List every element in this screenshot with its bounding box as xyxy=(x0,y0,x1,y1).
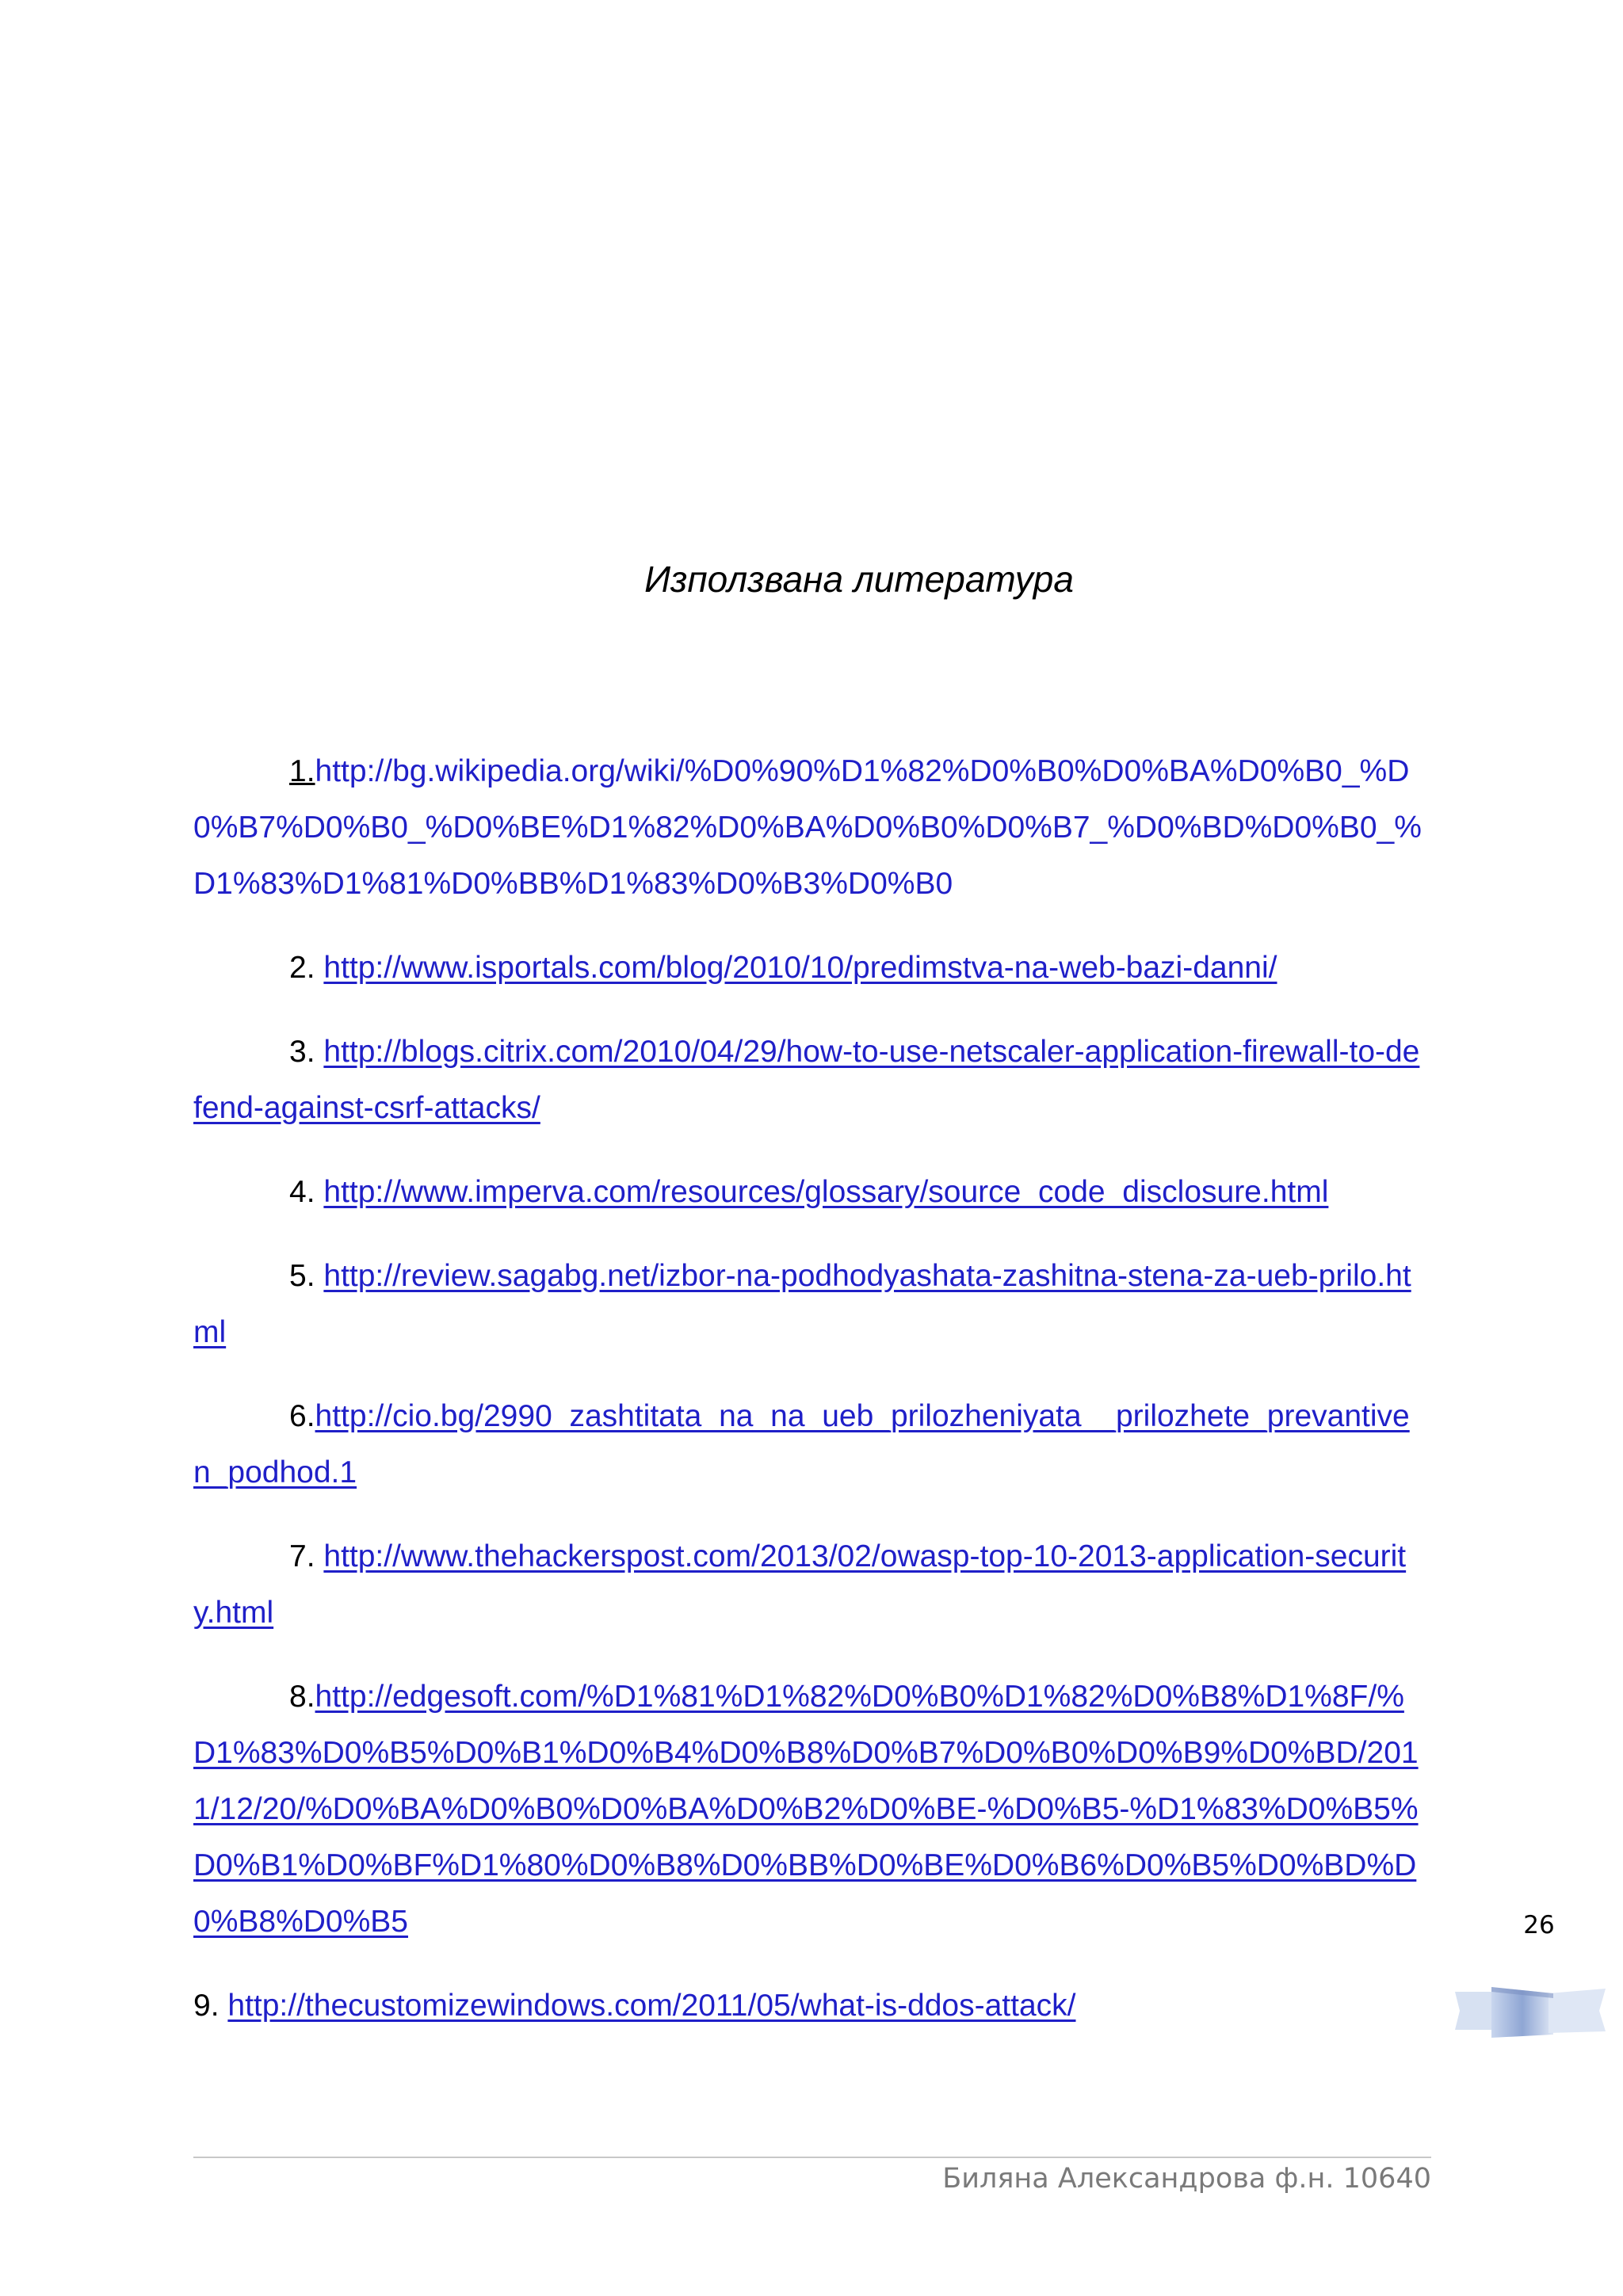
page-title: Използвана литература xyxy=(644,559,1074,600)
reference-link-4[interactable]: http://www.imperva.com/resources/glossary/source_code_disclosure.html xyxy=(323,1175,1329,1209)
reference-number: 3. xyxy=(289,1035,315,1069)
reference-number: 8. xyxy=(289,1680,315,1714)
reference-link-8[interactable]: http://edgesoft.com/%D1%81%D1%82%D0%B0%D1%82%D0%B8%D1%8F/%D1%83%D0%B5%D0%B1%D0%B4%D0%B8%D0%B7%D0%B0%D0%B9%D0%BD/2011/12/20/%D0%BA%D0%B0%D0%BA%D0%B2%D0%BE-%D0%B5-%D1%83%D0%B5%D0%B1%D0%BF%D1%80%D0%B8%D0%BB%D0%BE%D0%B6%D0%B5%D0%BD%D0%B8%D0%B5 xyxy=(193,1680,1419,1939)
reference-item-9 xyxy=(193,1978,1426,2034)
reference-item-6 xyxy=(193,1388,1426,1501)
reference-item-7 xyxy=(193,1528,1426,1641)
ribbon-decoration-icon xyxy=(1450,1981,1609,2044)
reference-number: 7. xyxy=(289,1539,315,1573)
page-number: 26 xyxy=(1523,1911,1555,1939)
footer-author: Биляна Александрова ф.н. 10640 xyxy=(942,2163,1431,2195)
reference-number: 4. xyxy=(289,1175,315,1209)
reference-item-4 xyxy=(193,1164,1426,1220)
reference-item-8 xyxy=(193,1669,1426,1950)
reference-item-2 xyxy=(193,940,1426,996)
reference-number: 6. xyxy=(289,1399,315,1433)
reference-link-6[interactable]: http://cio.bg/2990_zashtitata_na_na_ueb_prilozheniyata__prilozhete_prevantiven_podhod.1 xyxy=(193,1399,1410,1489)
reference-link-9[interactable]: http://thecustomizewindows.com/2011/05/what-is-ddos-attack/ xyxy=(227,1989,1076,2023)
reference-link-1[interactable]: http://bg.wikipedia.org/wiki/%D0%90%D1%82%D0%B0%D0%BA%D0%B0_%D0%B7%D0%B0_%D0%BE%D1%82%D0%BA%D0%B0%D0%B7_%D0%BD%D0%B0_%D1%83%D1%81%D0%BB%D1%83%D0%B3%D0%B0 xyxy=(193,754,1422,901)
reference-link-7[interactable]: http://www.thehackerspost.com/2013/02/owasp-top-10-2013-application-security.html xyxy=(193,1539,1407,1630)
footer-divider xyxy=(193,2157,1431,2158)
references-list xyxy=(193,743,1426,2061)
reference-number: 2. xyxy=(289,951,315,985)
reference-item-5 xyxy=(193,1248,1426,1360)
reference-number: 9. xyxy=(193,1989,220,2023)
reference-link-3[interactable]: http://blogs.citrix.com/2010/04/29/how-to-use-netscaler-application-firewall-to-defend-against-csrf-attacks/ xyxy=(193,1035,1420,1125)
reference-item-1 xyxy=(193,743,1426,912)
reference-link-2[interactable]: http://www.isportals.com/blog/2010/10/predimstva-na-web-bazi-danni/ xyxy=(323,951,1277,985)
reference-item-3 xyxy=(193,1024,1426,1136)
reference-number: 1. xyxy=(289,754,315,788)
reference-link-5[interactable]: http://review.sagabg.net/izbor-na-podhodyashata-zashitna-stena-za-ueb-prilo.html xyxy=(193,1259,1411,1349)
reference-number: 5. xyxy=(289,1259,315,1293)
